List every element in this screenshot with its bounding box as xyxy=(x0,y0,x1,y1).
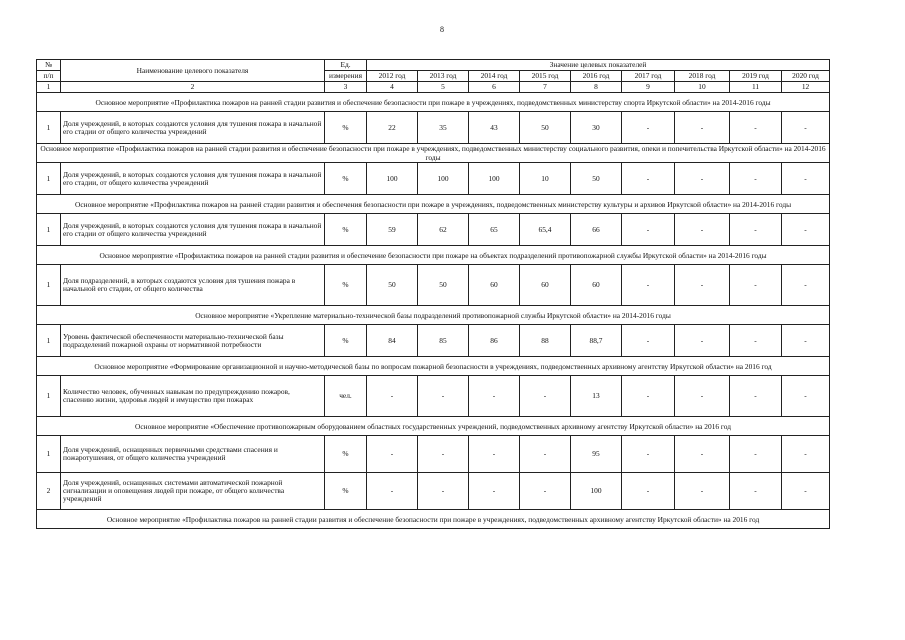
value-cell: - xyxy=(520,376,571,417)
value-cell: - xyxy=(782,214,830,246)
value-cell: 50 xyxy=(367,265,418,306)
section-row xyxy=(37,246,830,265)
value-cell: - xyxy=(622,265,675,306)
value-cell: 50 xyxy=(520,112,571,144)
section-row xyxy=(37,417,830,436)
section-title: Основное мероприятие «Профилактика пожаров на ранней стадии развития и обеспечение безопасности при пожаре в учреждениях, подведомственных министерству социального развития, опеки и попечительства Иркутской области» на 2014-2016 годы xyxy=(37,144,830,163)
section-title: Основное мероприятие «Обеспечение противопожарным оборудованием областных государственных учреждений, подведомственных архивному агентству Иркутской области» на 2016 год xyxy=(37,417,830,436)
indicator-name: Доля подразделений, в которых создаются условия для тушения пожара в начальной его стадии, от общего количества xyxy=(61,265,325,306)
header-year: 2018 год xyxy=(675,71,730,82)
row-number: 1 xyxy=(37,325,61,357)
unit-cell: % xyxy=(325,112,367,144)
header-year: 2014 год xyxy=(469,71,520,82)
header-year: 2013 год xyxy=(418,71,469,82)
value-cell: 50 xyxy=(571,163,622,195)
value-cell: - xyxy=(730,473,782,510)
value-cell: 88,7 xyxy=(571,325,622,357)
value-cell: 100 xyxy=(469,163,520,195)
value-cell: - xyxy=(469,376,520,417)
section-row xyxy=(37,144,830,163)
indicator-name: Доля учреждений, оснащенных системами автоматической пожарной сигнализации и оповещения людей при пожаре, от общего количества учреждений xyxy=(61,473,325,510)
value-cell: - xyxy=(469,436,520,473)
value-cell: 22 xyxy=(367,112,418,144)
row-number: 1 xyxy=(37,376,61,417)
indicator-name: Уровень фактической обеспеченности материально-технической базы подразделений пожарной охраны от нормативной потребности xyxy=(61,325,325,357)
value-cell: - xyxy=(675,473,730,510)
value-cell: - xyxy=(782,112,830,144)
value-cell: - xyxy=(675,112,730,144)
value-cell: - xyxy=(367,473,418,510)
value-cell: 95 xyxy=(571,436,622,473)
indicator-row xyxy=(37,325,830,357)
value-cell: - xyxy=(622,163,675,195)
value-cell: 50 xyxy=(418,265,469,306)
value-cell: 88 xyxy=(520,325,571,357)
column-number: 12 xyxy=(782,82,830,93)
indicator-name: Количество человек, обученных навыкам по предупреждению пожаров, спасению жизни, здоровья людей и имущество при пожарах xyxy=(61,376,325,417)
value-cell: - xyxy=(730,112,782,144)
value-cell: - xyxy=(520,473,571,510)
value-cell: - xyxy=(469,473,520,510)
value-cell: - xyxy=(675,436,730,473)
value-cell: - xyxy=(782,265,830,306)
header-num: № xyxy=(37,60,61,71)
value-cell: - xyxy=(675,163,730,195)
column-number: 1 xyxy=(37,82,61,93)
section-row xyxy=(37,93,830,112)
indicator-name: Доля учреждений, в которых создаются условия для тушения пожара в начальной его стадии, от общего количества учреждений xyxy=(61,163,325,195)
value-cell: - xyxy=(675,265,730,306)
header-name: Наименование целевого показателя xyxy=(61,60,325,82)
unit-cell: % xyxy=(325,325,367,357)
value-cell: - xyxy=(730,163,782,195)
value-cell: - xyxy=(782,436,830,473)
value-cell: 60 xyxy=(469,265,520,306)
section-title: Основное мероприятие «Профилактика пожаров на ранней стадии развития и обеспечение безопасности при пожаре в учреждениях, подведомственных архивному агентству Иркутской области» на 2016 год xyxy=(37,510,830,529)
value-cell: - xyxy=(782,473,830,510)
value-cell: 65,4 xyxy=(520,214,571,246)
value-cell: - xyxy=(418,436,469,473)
value-cell: 43 xyxy=(469,112,520,144)
section-row xyxy=(37,306,830,325)
value-cell: 86 xyxy=(469,325,520,357)
column-number: 3 xyxy=(325,82,367,93)
value-cell: - xyxy=(622,214,675,246)
value-cell: - xyxy=(367,436,418,473)
section-title: Основное мероприятие «Профилактика пожаров на ранней стадии развития и обеспечение безопасности при пожаре на объектах подразделений противопожарной службы Иркутской области» на 2014-2016 годы xyxy=(37,246,830,265)
header-unit-sub: измерения xyxy=(325,71,367,82)
header-year: 2015 год xyxy=(520,71,571,82)
target-indicators-table xyxy=(36,59,830,529)
value-cell: - xyxy=(367,376,418,417)
column-number: 8 xyxy=(571,82,622,93)
row-number: 1 xyxy=(37,436,61,473)
column-number: 4 xyxy=(367,82,418,93)
indicator-name: Доля учреждений, в которых создаются условия для тушения пожара в начальной его стадии от общего количества учреждений xyxy=(61,214,325,246)
value-cell: 59 xyxy=(367,214,418,246)
value-cell: 30 xyxy=(571,112,622,144)
value-cell: 60 xyxy=(520,265,571,306)
value-cell: - xyxy=(730,376,782,417)
section-title: Основное мероприятие «Профилактика пожаров на ранней стадии развития и обеспечение безопасности при пожаре в учреждениях, подведомственных министерству спорта Иркутской области» на 2014-2016 годы xyxy=(37,93,830,112)
value-cell: 10 xyxy=(520,163,571,195)
value-cell: 100 xyxy=(367,163,418,195)
indicator-row xyxy=(37,112,830,144)
unit-cell: % xyxy=(325,214,367,246)
section-title: Основное мероприятие «Формирование организационной и научно-методической базы по вопросам пожарной безопасности в учреждениях, подведомственных архивному агентству Иркутской области» на 2016 год xyxy=(37,357,830,376)
page-number: 8 xyxy=(440,25,444,34)
row-number: 1 xyxy=(37,163,61,195)
value-cell: - xyxy=(418,473,469,510)
column-number: 10 xyxy=(675,82,730,93)
indicator-row xyxy=(37,265,830,306)
unit-cell: % xyxy=(325,473,367,510)
value-cell: - xyxy=(622,325,675,357)
column-number: 2 xyxy=(61,82,325,93)
indicator-row xyxy=(37,376,830,417)
indicator-row xyxy=(37,163,830,195)
row-number: 1 xyxy=(37,265,61,306)
value-cell: 13 xyxy=(571,376,622,417)
section-row xyxy=(37,357,830,376)
value-cell: - xyxy=(675,376,730,417)
header-year: 2020 год xyxy=(782,71,830,82)
column-number: 11 xyxy=(730,82,782,93)
value-cell: - xyxy=(782,325,830,357)
value-cell: - xyxy=(520,436,571,473)
section-row xyxy=(37,510,830,529)
value-cell: - xyxy=(782,163,830,195)
unit-cell: чел. xyxy=(325,376,367,417)
indicator-row xyxy=(37,473,830,510)
column-number: 9 xyxy=(622,82,675,93)
value-cell: - xyxy=(730,325,782,357)
value-cell: 66 xyxy=(571,214,622,246)
value-cell: - xyxy=(622,473,675,510)
unit-cell: % xyxy=(325,436,367,473)
value-cell: - xyxy=(730,265,782,306)
value-cell: 100 xyxy=(571,473,622,510)
value-cell: 35 xyxy=(418,112,469,144)
value-cell: - xyxy=(782,376,830,417)
value-cell: 62 xyxy=(418,214,469,246)
column-number: 6 xyxy=(469,82,520,93)
indicator-name: Доля учреждений, оснащенных первичными средствами спасения и пожаротушения, от общего количества учреждений xyxy=(61,436,325,473)
header-year: 2012 год xyxy=(367,71,418,82)
value-cell: - xyxy=(730,214,782,246)
unit-cell: % xyxy=(325,265,367,306)
header-year: 2019 год xyxy=(730,71,782,82)
value-cell: 85 xyxy=(418,325,469,357)
header-unit: Ед. xyxy=(325,60,367,71)
row-number: 2 xyxy=(37,473,61,510)
indicator-row xyxy=(37,214,830,246)
column-number: 5 xyxy=(418,82,469,93)
unit-cell: % xyxy=(325,163,367,195)
value-cell: - xyxy=(622,436,675,473)
indicator-row xyxy=(37,436,830,473)
value-cell: - xyxy=(622,376,675,417)
value-cell: - xyxy=(675,214,730,246)
header-num-sub: п/п xyxy=(37,71,61,82)
section-title: Основное мероприятие «Укрепление материально-технической базы подразделений противопожарной службы Иркутской области» на 2014-2016 годы xyxy=(37,306,830,325)
value-cell: 60 xyxy=(571,265,622,306)
value-cell: 84 xyxy=(367,325,418,357)
value-cell: - xyxy=(675,325,730,357)
value-cell: - xyxy=(622,112,675,144)
section-row xyxy=(37,195,830,214)
section-title: Основное мероприятие «Профилактика пожаров на ранней стадии развития и обеспечения безопасности при пожаре в учреждениях, подведомственных министерству культуры и архивов Иркутской области» на 2014-2016 годы xyxy=(37,195,830,214)
column-number: 7 xyxy=(520,82,571,93)
value-cell: - xyxy=(418,376,469,417)
row-number: 1 xyxy=(37,214,61,246)
value-cell: 65 xyxy=(469,214,520,246)
header-values-group: Значение целевых показателей xyxy=(367,60,830,71)
indicator-name: Доля учреждений, в которых создаются условия для тушения пожара в начальной его стадии от общего количества учреждений xyxy=(61,112,325,144)
value-cell: 100 xyxy=(418,163,469,195)
header-year: 2016 год xyxy=(571,71,622,82)
value-cell: - xyxy=(730,436,782,473)
row-number: 1 xyxy=(37,112,61,144)
header-year: 2017 год xyxy=(622,71,675,82)
